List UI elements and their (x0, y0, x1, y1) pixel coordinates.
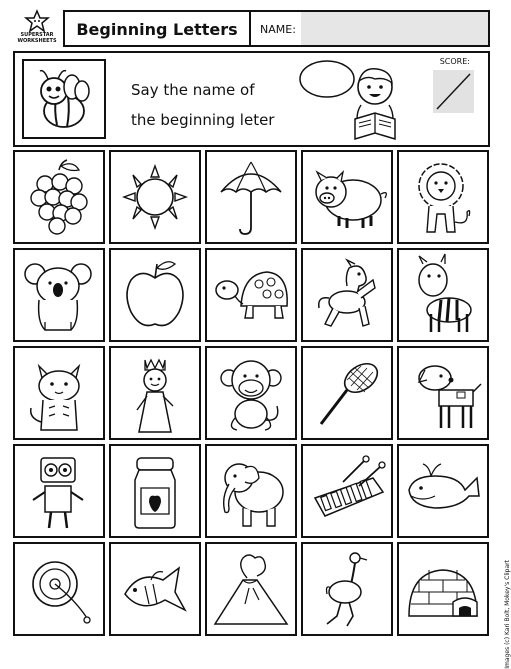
bee-icon (24, 61, 104, 137)
picture-cell-umbrella[interactable] (205, 150, 297, 244)
name-label: NAME: (260, 23, 296, 36)
picture-cell-cat[interactable] (13, 346, 105, 440)
name-box (249, 10, 490, 47)
logo-text: SUPERSTAR WORKSHEETS (17, 32, 57, 44)
robot-icon (15, 446, 103, 536)
picture-cell-yo-yo[interactable] (13, 542, 105, 636)
image-credit: Images (c) Kari Bolt, Mokey's Clipart (504, 560, 511, 669)
net-icon (303, 348, 391, 438)
picture-cell-elephant[interactable] (205, 444, 297, 538)
picture-cell-queen[interactable] (109, 346, 201, 440)
picture-cell-fish[interactable] (109, 542, 201, 636)
picture-cell-xylophone[interactable] (301, 444, 393, 538)
picture-cell-jam[interactable] (109, 444, 201, 538)
score-label: SCORE: (439, 57, 470, 66)
instructions-panel (13, 51, 490, 147)
picture-cell-dog[interactable] (397, 346, 489, 440)
instruction-line-1: Say the name of (131, 81, 255, 99)
elephant-icon (207, 446, 295, 536)
sun-icon (111, 152, 199, 242)
apple-icon (111, 250, 199, 340)
ostrich-icon (303, 544, 391, 634)
igloo-icon (399, 544, 487, 634)
fish-icon (111, 544, 199, 634)
zebra-icon (399, 250, 487, 340)
picture-cell-igloo[interactable] (397, 542, 489, 636)
cat-icon (15, 348, 103, 438)
picture-cell-grapes[interactable] (13, 150, 105, 244)
instruction-line-2: the beginning leter (131, 111, 275, 129)
picture-cell-whale[interactable] (397, 444, 489, 538)
picture-cell-sun[interactable] (109, 150, 201, 244)
koala-icon (15, 250, 103, 340)
picture-cell-horse[interactable] (301, 248, 393, 342)
picture-cell-ostrich[interactable] (301, 542, 393, 636)
score-box[interactable] (433, 70, 474, 113)
pig-icon (303, 152, 391, 242)
queen-icon (111, 348, 199, 438)
picture-cell-volcano[interactable] (205, 542, 297, 636)
lion-icon (399, 152, 487, 242)
jam-jar-icon (111, 446, 199, 536)
reading-boy-icon (297, 57, 407, 147)
picture-cell-koala[interactable] (13, 248, 105, 342)
instruction-text (131, 75, 274, 135)
picture-cell-lion[interactable] (397, 150, 489, 244)
page-title: Beginning Letters (76, 20, 238, 39)
picture-cell-net[interactable] (301, 346, 393, 440)
picture-grid (13, 150, 490, 640)
monkey-icon (207, 348, 295, 438)
picture-cell-robot[interactable] (13, 444, 105, 538)
grapes-icon (15, 152, 103, 242)
horse-icon (303, 250, 391, 340)
picture-cell-apple[interactable] (109, 248, 201, 342)
title-box (63, 10, 251, 47)
whale-icon (399, 446, 487, 536)
picture-cell-zebra[interactable] (397, 248, 489, 342)
picture-cell-turtle[interactable] (205, 248, 297, 342)
yo-yo-icon (15, 544, 103, 634)
picture-cell-monkey[interactable] (205, 346, 297, 440)
volcano-icon (207, 544, 295, 634)
star-icon (23, 10, 51, 32)
umbrella-icon (207, 152, 295, 242)
dog-icon (399, 348, 487, 438)
xylophone-icon (303, 446, 391, 536)
picture-cell-pig[interactable] (301, 150, 393, 244)
turtle-icon (207, 250, 295, 340)
example-picture-box (22, 59, 106, 139)
superstar-logo (13, 10, 61, 47)
name-field[interactable] (301, 12, 488, 45)
